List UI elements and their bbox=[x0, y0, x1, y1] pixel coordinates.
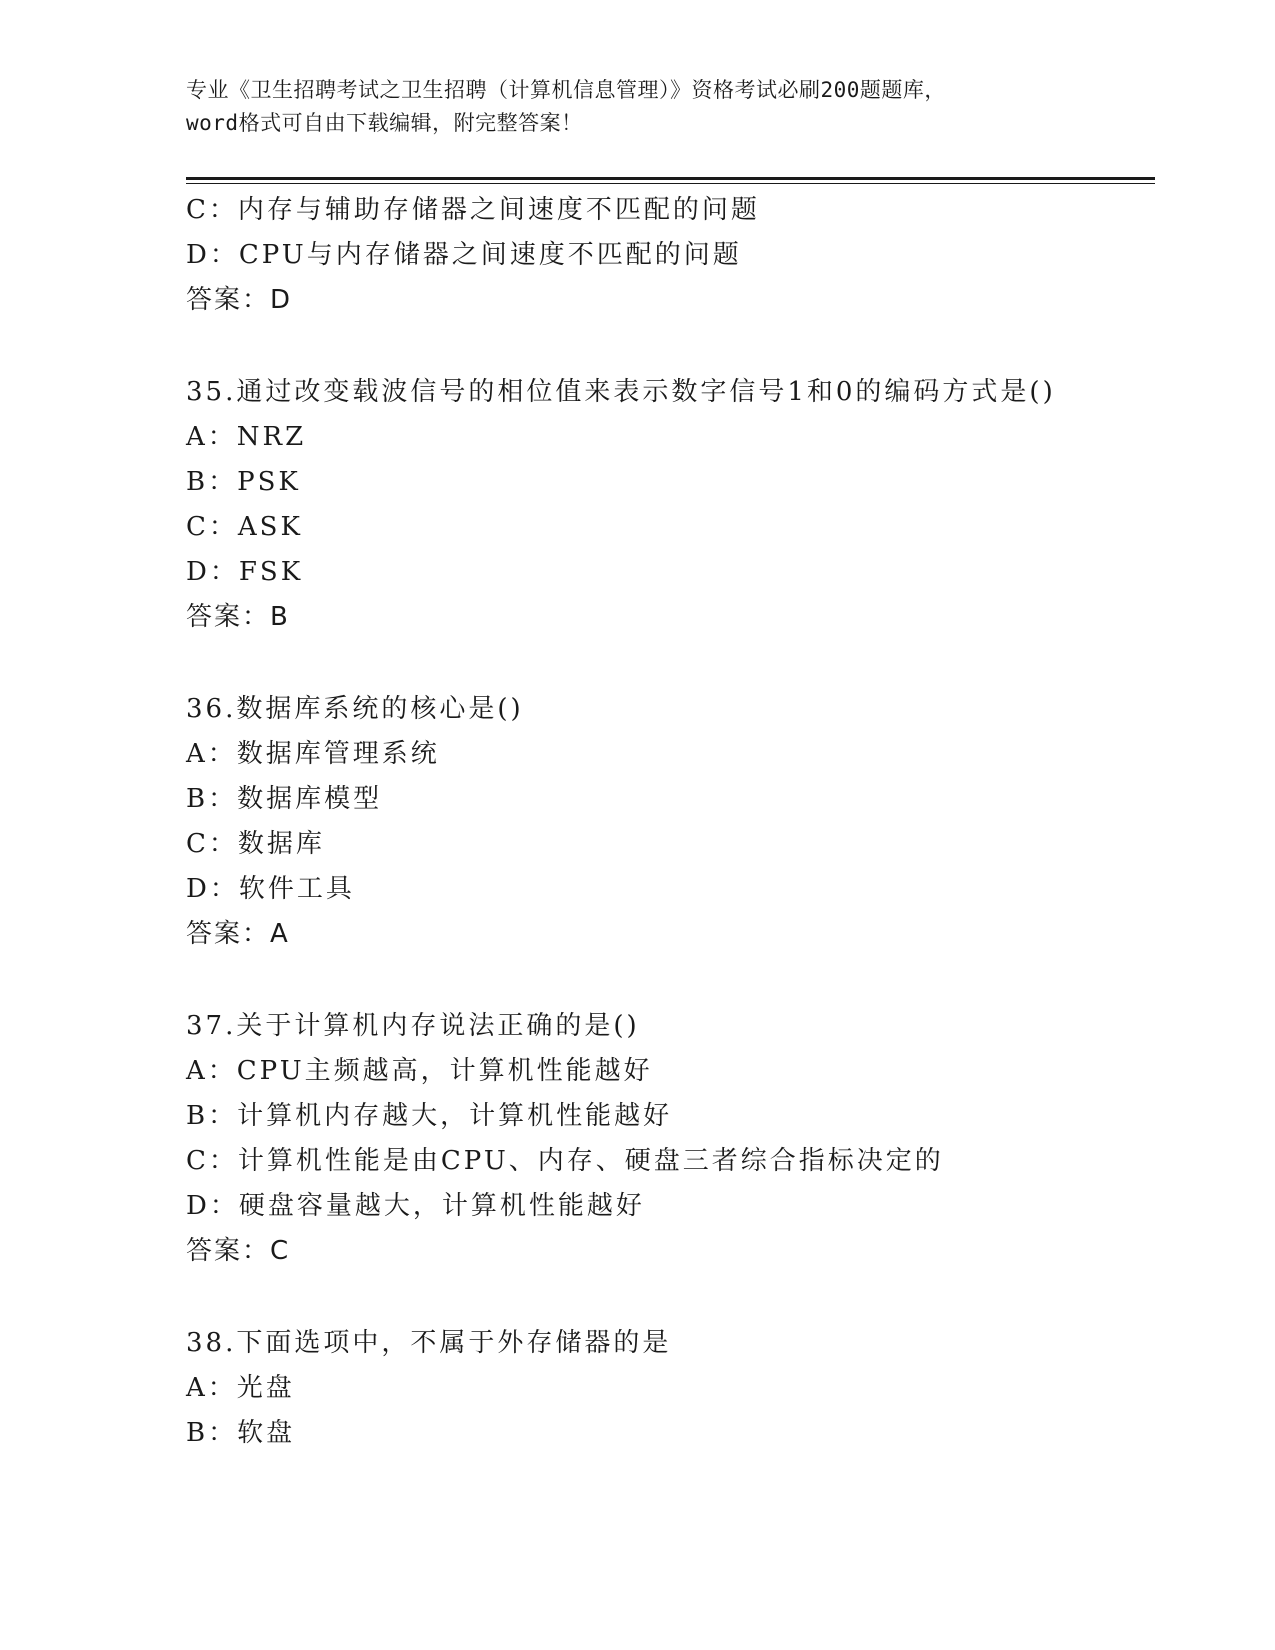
option-d: D：硬盘容量越大，计算机性能越好 bbox=[186, 1191, 645, 1221]
question-spacer bbox=[186, 957, 1155, 1004]
question-stem: 38.下面选项中，不属于外存储器的是 bbox=[186, 1328, 672, 1358]
question-stem: 35.通过改变载波信号的相位值来表示数字信号1和0的编码方式是() bbox=[186, 377, 1056, 407]
document-header bbox=[186, 74, 1086, 140]
question-36 bbox=[186, 687, 1155, 957]
option-b: B：PSK bbox=[186, 467, 301, 497]
option-b: B：数据库模型 bbox=[186, 784, 383, 814]
option-b: B：软盘 bbox=[186, 1418, 296, 1448]
answer-label: 答案：C bbox=[186, 1236, 291, 1266]
option-c: C：数据库 bbox=[186, 829, 325, 859]
answer-label: 答案：B bbox=[186, 602, 290, 632]
option-c: C：内存与辅助存储器之间速度不匹配的问题 bbox=[186, 195, 760, 225]
header-divider-thin bbox=[186, 183, 1155, 184]
option-a: A：NRZ bbox=[186, 422, 307, 452]
answer-label: 答案：D bbox=[186, 285, 293, 315]
question-spacer bbox=[186, 640, 1155, 687]
option-d: D：CPU与内存储器之间速度不匹配的问题 bbox=[186, 240, 742, 270]
question-37 bbox=[186, 1004, 1155, 1274]
question-spacer bbox=[186, 323, 1155, 370]
option-a: A：光盘 bbox=[186, 1373, 295, 1403]
header-line-2: word格式可自由下载编辑，附完整答案！ bbox=[186, 111, 583, 135]
question-stem: 36.数据库系统的核心是() bbox=[186, 694, 524, 724]
question-38 bbox=[186, 1321, 1155, 1456]
option-c: C：ASK bbox=[186, 512, 303, 542]
option-c: C：计算机性能是由CPU、内存、硬盘三者综合指标决定的 bbox=[186, 1146, 944, 1176]
option-a: A：CPU主频越高，计算机性能越好 bbox=[186, 1056, 653, 1086]
question-stem: 37.关于计算机内存说法正确的是() bbox=[186, 1011, 640, 1041]
option-a: A：数据库管理系统 bbox=[186, 739, 440, 769]
option-b: B：计算机内存越大，计算机性能越好 bbox=[186, 1101, 673, 1131]
question-34-continued bbox=[186, 188, 1155, 323]
header-divider-thick bbox=[186, 177, 1155, 180]
option-d: D：软件工具 bbox=[186, 874, 355, 904]
question-35 bbox=[186, 370, 1155, 640]
header-line-1: 专业《卫生招聘考试之卫生招聘（计算机信息管理）》资格考试必刷200题题库， bbox=[186, 78, 946, 102]
question-spacer bbox=[186, 1274, 1155, 1321]
question-list bbox=[186, 188, 1155, 1456]
option-d: D：FSK bbox=[186, 557, 304, 587]
answer-label: 答案：A bbox=[186, 919, 290, 949]
